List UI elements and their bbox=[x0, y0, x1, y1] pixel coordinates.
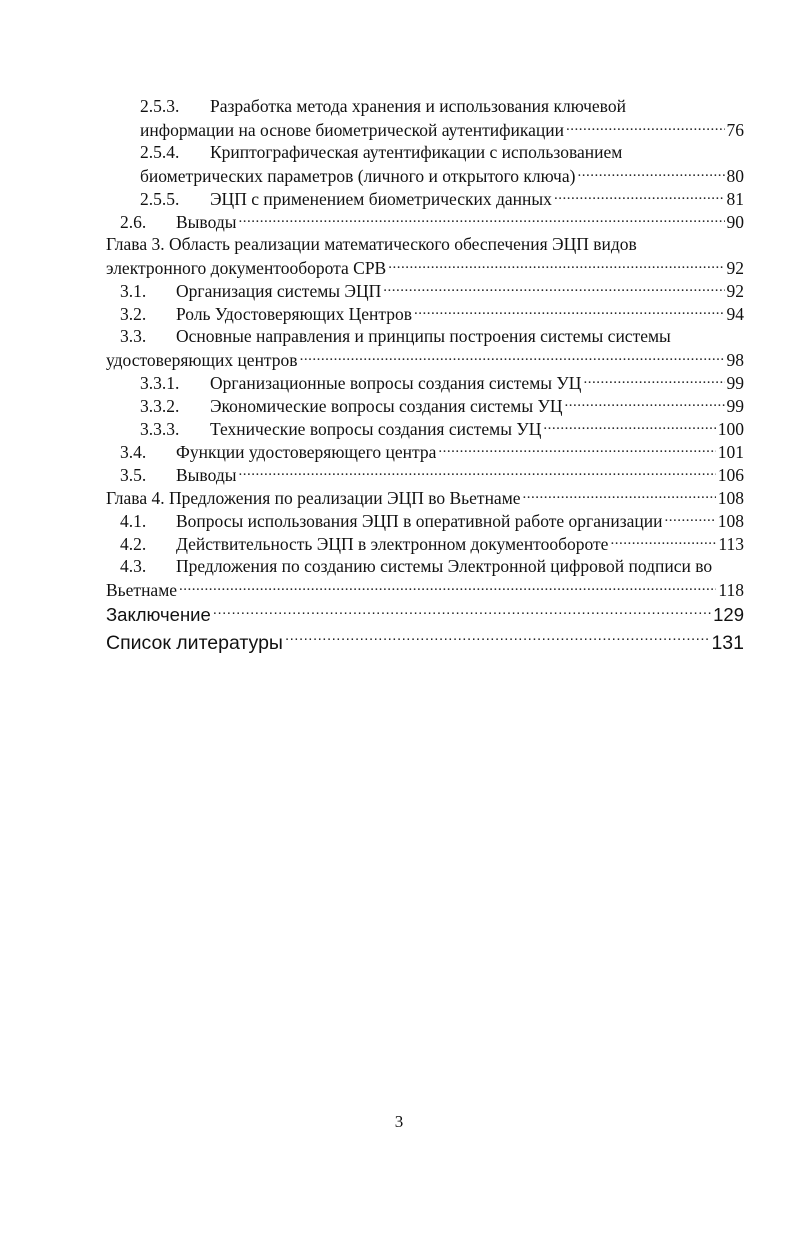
toc-entry-2-5-3 bbox=[106, 95, 744, 118]
toc-title: Заключение bbox=[106, 604, 211, 625]
toc-entry-2-5-3-cont bbox=[106, 118, 744, 141]
toc-title: электронного документооборота СРВ bbox=[106, 257, 387, 278]
toc-number: 3.3. bbox=[120, 326, 147, 346]
toc-entry-3-4 bbox=[106, 440, 744, 463]
toc-page: 90 bbox=[726, 211, 744, 232]
toc-page: 92 bbox=[726, 257, 744, 278]
toc-number: 4.3. bbox=[120, 556, 147, 576]
toc-title: Выводы bbox=[176, 464, 237, 485]
toc-page: 106 bbox=[717, 464, 744, 485]
leader-dots bbox=[566, 118, 725, 136]
toc-entry-3-2 bbox=[106, 302, 744, 325]
toc-entry-4-3 bbox=[106, 555, 744, 578]
toc-title: Организация системы ЭЦП bbox=[176, 280, 382, 301]
toc-entry-3-3-2 bbox=[106, 394, 744, 417]
toc-conclusion bbox=[106, 601, 744, 628]
toc-chapter-3-cont bbox=[106, 256, 744, 279]
leader-dots bbox=[610, 532, 716, 550]
toc-title: Список литературы bbox=[106, 632, 283, 654]
toc-number: 3.4. bbox=[120, 441, 147, 462]
toc-page: 99 bbox=[726, 372, 744, 393]
leader-dots bbox=[213, 603, 711, 622]
toc-title: удостоверяющих центров bbox=[106, 349, 298, 370]
leader-dots bbox=[543, 417, 715, 435]
toc-title: информации на основе биометрической аутентификации bbox=[140, 119, 564, 140]
leader-dots bbox=[414, 302, 724, 320]
toc-entry-3-3 bbox=[106, 325, 744, 348]
toc-page: 108 bbox=[717, 510, 744, 531]
toc-page: 99 bbox=[726, 395, 744, 416]
toc-number: 3.3.2. bbox=[140, 395, 180, 416]
leader-dots bbox=[300, 348, 725, 366]
leader-dots bbox=[554, 187, 725, 205]
toc-page: 98 bbox=[726, 349, 744, 370]
toc-entry-2-6 bbox=[106, 210, 744, 233]
toc-chapter-3 bbox=[106, 233, 744, 256]
toc-number: 4.2. bbox=[120, 533, 147, 554]
toc-title: Глава 3. Область реализации математического обеспечения ЭЦП видов bbox=[106, 234, 637, 254]
toc-page: 100 bbox=[717, 418, 744, 439]
toc-title: Организационные вопросы создания системы УЦ bbox=[210, 372, 582, 393]
toc-page: 80 bbox=[726, 165, 744, 186]
toc-page: 92 bbox=[726, 280, 744, 301]
page-number: 3 bbox=[394, 1112, 404, 1131]
toc-number: 2.5.5. bbox=[140, 188, 180, 209]
leader-dots bbox=[285, 630, 710, 650]
toc-title: Разработка метода хранения и использования ключевой bbox=[210, 96, 626, 116]
toc-number: 2.5.4. bbox=[140, 142, 180, 162]
toc-number: 3.3.1. bbox=[140, 372, 180, 393]
leader-dots bbox=[664, 509, 715, 527]
table-of-contents bbox=[106, 95, 744, 658]
toc-title: Действительность ЭЦП в электронном документообороте bbox=[176, 533, 609, 554]
leader-dots bbox=[577, 164, 724, 182]
toc-title: Вопросы использования ЭЦП в оперативной работе организации bbox=[176, 510, 663, 531]
leader-dots bbox=[383, 279, 724, 297]
toc-page: 76 bbox=[726, 119, 744, 140]
toc-entry-4-3-cont bbox=[106, 578, 744, 601]
toc-entry-3-5 bbox=[106, 463, 744, 486]
toc-number: 3.2. bbox=[120, 303, 147, 324]
toc-entry-4-1 bbox=[106, 509, 744, 532]
leader-dots bbox=[523, 486, 716, 504]
toc-entry-3-3-1 bbox=[106, 371, 744, 394]
toc-entry-3-3-cont bbox=[106, 348, 744, 371]
toc-number: 2.6. bbox=[120, 211, 147, 232]
toc-title: Функции удостоверяющего центра bbox=[176, 441, 437, 462]
toc-number: 3.5. bbox=[120, 464, 147, 485]
toc-number: 2.5.3. bbox=[140, 96, 180, 116]
toc-title: Предложения по созданию системы Электронной цифровой подписи во bbox=[176, 556, 713, 576]
toc-page: 118 bbox=[718, 579, 744, 600]
toc-entry-2-5-5 bbox=[106, 187, 744, 210]
toc-title: Технические вопросы создания системы УЦ bbox=[210, 418, 542, 439]
toc-title: ЭЦП с применением биометрических данных bbox=[210, 188, 552, 209]
leader-dots bbox=[238, 463, 715, 481]
toc-title: Основные направления и принципы построения системы системы bbox=[176, 326, 671, 346]
leader-dots bbox=[565, 394, 725, 412]
toc-title: Экономические вопросы создания системы УЦ bbox=[210, 395, 563, 416]
toc-number: 3.1. bbox=[120, 280, 147, 301]
toc-page: 101 bbox=[717, 441, 744, 462]
toc-entry-3-1 bbox=[106, 279, 744, 302]
toc-page: 94 bbox=[726, 303, 744, 324]
toc-title: Роль Удостоверяющих Центров bbox=[176, 303, 413, 324]
toc-title: Вьетнаме bbox=[106, 579, 178, 600]
toc-page: 131 bbox=[711, 632, 744, 654]
toc-title: биометрических параметров (личного и открытого ключа) bbox=[140, 165, 576, 186]
toc-entry-4-2 bbox=[106, 532, 744, 555]
toc-number: 3.3.3. bbox=[140, 418, 180, 439]
toc-entry-3-3-3 bbox=[106, 417, 744, 440]
leader-dots bbox=[179, 578, 716, 596]
toc-title: Криптографическая аутентификации с использованием bbox=[210, 142, 623, 162]
toc-chapter-4 bbox=[106, 486, 744, 509]
toc-page: 129 bbox=[713, 604, 744, 625]
leader-dots bbox=[388, 256, 724, 274]
toc-number: 4.1. bbox=[120, 510, 147, 531]
toc-entry-2-5-4 bbox=[106, 141, 744, 164]
toc-title: Выводы bbox=[176, 211, 237, 232]
toc-title: Глава 4. Предложения по реализации ЭЦП во Вьетнаме bbox=[106, 487, 521, 508]
leader-dots bbox=[238, 210, 724, 228]
toc-entry-2-5-4-cont bbox=[106, 164, 744, 187]
toc-page: 108 bbox=[717, 487, 744, 508]
leader-dots bbox=[583, 371, 724, 389]
toc-page: 113 bbox=[718, 533, 744, 554]
leader-dots bbox=[438, 440, 715, 458]
toc-page: 81 bbox=[726, 188, 744, 209]
toc-references bbox=[106, 628, 744, 658]
